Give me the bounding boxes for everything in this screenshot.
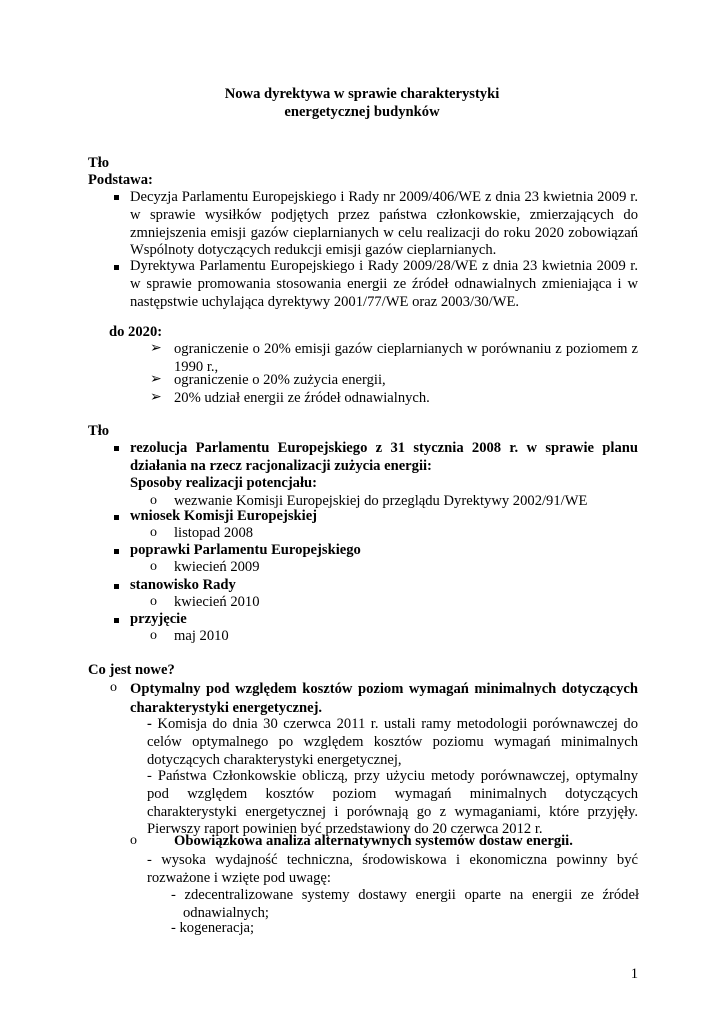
basis-item-2: Dyrektywa Parlamentu Europejskiego i Rady 2009/28/WE z dnia 23 kwietnia 2009 r. w sprawie promowania stosowania energii ze źródeł odnawialnych zmieniająca i w następstwie uchylająca dyrektywy 2001/77/WE oraz 2003/30/WE. — [130, 258, 638, 310]
new-item-1-paragraph-1 — [147, 716, 638, 769]
new-item-2-sub-1-text: - zdecentralizowane systemy dostawy energii oparte na energii ze źródeł odnawialnych; — [171, 887, 639, 921]
target-item-1: ograniczenie o 20% emisji gazów cieplarnianych w porównaniu z poziomem z 1990 r., — [174, 341, 638, 375]
target-item-3: 20% udział energii ze źródeł odnawialnych. — [174, 390, 430, 406]
arrow-bullet-icon: ➢ — [150, 372, 162, 387]
square-bullet-icon — [114, 584, 119, 589]
new-item-1-title: Optymalny pod względem kosztów poziom wymagań minimalnych dotyczących charakterystyki energetycznej. — [130, 681, 638, 716]
section-heading-co-jest-nowe: Co jest nowe? — [88, 662, 175, 678]
new-item-1-paragraph-2: - Państwa Członkowskie obliczą, przy użyciu metody porównawczej, optymalny pod względem kosztów poziom wymagań minimalnych dotyczących charakterystyki energetycznej i porównają go z wymaganiami, które przyjęły. Pierwszy raport powinien być przedstawiony do 20 czerwca 2012 r. — [147, 768, 638, 838]
timeline-date-4: maj 2010 — [174, 628, 229, 644]
timeline-label-3: stanowisko Rady — [130, 577, 236, 593]
document-title — [88, 86, 636, 122]
section-subheading-do-2020: do 2020: — [109, 324, 163, 340]
circle-bullet-icon: o — [150, 594, 157, 609]
new-item-2-paragraph: - wysoka wydajność techniczna, środowiskowa i ekonomiczna powinny być rozważone i wzięte pod uwagę: — [147, 852, 638, 886]
page-number: 1 — [630, 966, 638, 982]
circle-bullet-icon: o — [150, 525, 157, 540]
square-bullet-icon — [114, 265, 119, 270]
title-line-1: Nowa dyrektywa w sprawie charakterystyki — [224, 86, 500, 102]
square-bullet-icon — [114, 618, 119, 623]
methods-heading: Sposoby realizacji potencjału: — [130, 475, 318, 491]
circle-bullet-icon: o — [110, 680, 117, 695]
square-bullet-icon — [114, 446, 119, 451]
new-item-2-title: Obowiązkowa analiza alternatywnych systemów dostaw energii. — [174, 833, 573, 849]
title-line-2: energetycznej budynków — [284, 104, 440, 120]
circle-bullet-icon: o — [150, 559, 157, 574]
timeline-date-3: kwiecień 2010 — [174, 594, 260, 610]
section-heading-tlo-1: Tło — [88, 155, 110, 171]
square-bullet-icon — [114, 549, 119, 554]
timeline-label-2: poprawki Parlamentu Europejskiego — [130, 542, 361, 558]
timeline-date-1: listopad 2008 — [174, 525, 254, 541]
circle-bullet-icon: o — [130, 833, 137, 848]
new-item-1-paragraph-1-text: Komisja do dnia 30 czerwca 2011 r. ustali ramy metodologii porównawczej do celów optymalnego po względem kosztów poziomu wymagań minimalnych dotyczących charakterystyki energetycznej, — [147, 716, 638, 768]
timeline-date-2: kwiecień 2009 — [174, 559, 260, 575]
new-item-2-sub-1 — [171, 887, 639, 923]
arrow-bullet-icon: ➢ — [150, 341, 162, 356]
square-bullet-icon — [114, 195, 119, 200]
circle-bullet-icon: o — [150, 628, 157, 643]
timeline-label-1: wniosek Komisji Europejskiej — [130, 508, 318, 524]
section-heading-tlo-2: Tło — [88, 423, 110, 439]
new-item-2-sub-2: - kogeneracja; — [171, 920, 255, 936]
section-subheading-podstawa: Podstawa: — [88, 172, 153, 188]
target-item-2: ograniczenie o 20% zużycia energii, — [174, 372, 386, 388]
resolution-item: rezolucja Parlamentu Europejskiego z 31 stycznia 2008 r. w sprawie planu działania na rzecz racjonalizacji zużycia energii: — [130, 440, 638, 474]
square-bullet-icon — [114, 515, 119, 520]
methods-item: wezwanie Komisji Europejskiej do przeglądu Dyrektywy 2002/91/WE — [174, 493, 588, 509]
basis-item-1: Decyzja Parlamentu Europejskiego i Rady nr 2009/406/WE z dnia 23 kwietnia 2009 r. w sprawie wysiłków podjętych przez państwa członkowskie, zmierzających do zmniejszenia emisji gazów cieplarnianych w celu realizacji do roku 2020 zobowiązań Wspólnoty dotyczących redukcji emisji gazów cieplarnianych. — [130, 189, 638, 259]
dash-marker: - — [147, 716, 158, 732]
arrow-bullet-icon: ➢ — [150, 390, 162, 405]
circle-bullet-icon: o — [150, 493, 157, 508]
timeline-label-4: przyjęcie — [130, 611, 187, 627]
